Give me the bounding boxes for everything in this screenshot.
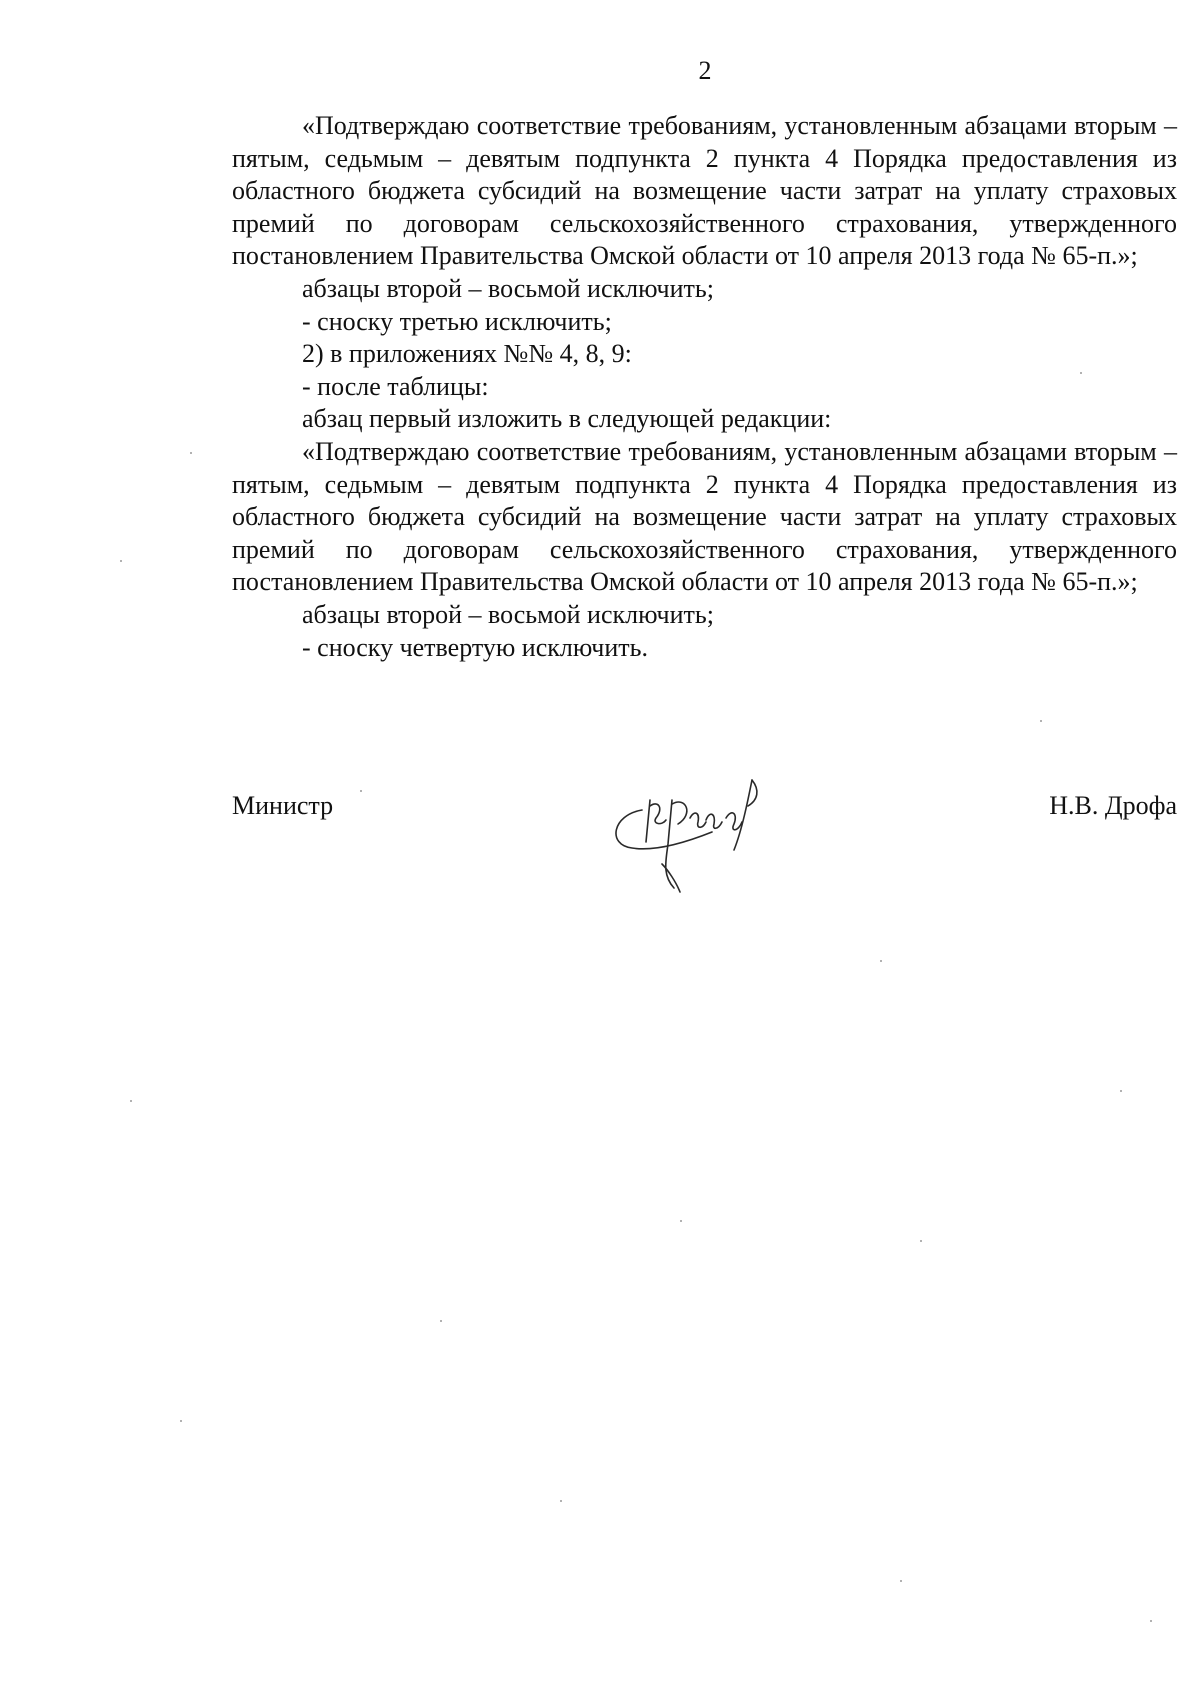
scan-speck (880, 960, 882, 962)
signer-position: Министр (232, 791, 334, 820)
scan-speck (120, 560, 122, 562)
quoted-paragraph-2: «Подтверждаю соответствие требованиям, установленным абзацами вторым – пятым, седьмым – девятым подпункта 2 пункта 4 Порядка предоставления из областного бюджета субсидий на возмещение части затрат на уплату страховых премий по договорам сельскохозяйственного страхования, утвержденного постановлением Правительства Омской области от 10 апреля 2013 года № 65-п.»; (232, 436, 1177, 597)
instruction-line: 2) в приложениях №№ 4, 8, 9: (302, 339, 632, 369)
scan-speck (1150, 1620, 1152, 1622)
signature-block (232, 780, 1177, 930)
scan-speck (190, 452, 192, 454)
scan-speck (1080, 372, 1082, 374)
scan-speck (1040, 720, 1042, 722)
scan-speck (900, 1580, 902, 1582)
scan-speck (130, 1100, 132, 1102)
scan-speck (680, 1220, 682, 1222)
scan-speck (180, 1420, 182, 1422)
handwritten-signature (602, 760, 782, 900)
document-body (232, 110, 1177, 664)
instruction-line: абзац первый изложить в следующей редакции: (302, 404, 832, 434)
instruction-line: абзацы второй – восьмой исключить; (302, 273, 714, 303)
instruction-line: - после таблицы: (302, 371, 489, 401)
scan-speck (360, 790, 362, 792)
instruction-line: - сноску четвертую исключить. (302, 632, 649, 662)
page-number: 2 (698, 56, 712, 85)
instruction-line: абзацы второй – восьмой исключить; (302, 599, 714, 629)
scan-speck (920, 1240, 922, 1242)
signer-name: Н.В. Дрофа (1049, 791, 1177, 820)
instruction-line: - сноску третью исключить; (302, 306, 612, 336)
scan-speck (440, 1320, 442, 1322)
quoted-paragraph-1: «Подтверждаю соответствие требованиям, установленным абзацами вторым – пятым, седьмым – девятым подпункта 2 пункта 4 Порядка предоставления из областного бюджета субсидий на возмещение части затрат на уплату страховых премий по договорам сельскохозяйственного страхования, утвержденного постановлением Правительства Омской области от 10 апреля 2013 года № 65-п.»; (232, 111, 1177, 271)
scan-speck (1120, 1090, 1122, 1092)
scan-speck (560, 1500, 562, 1502)
